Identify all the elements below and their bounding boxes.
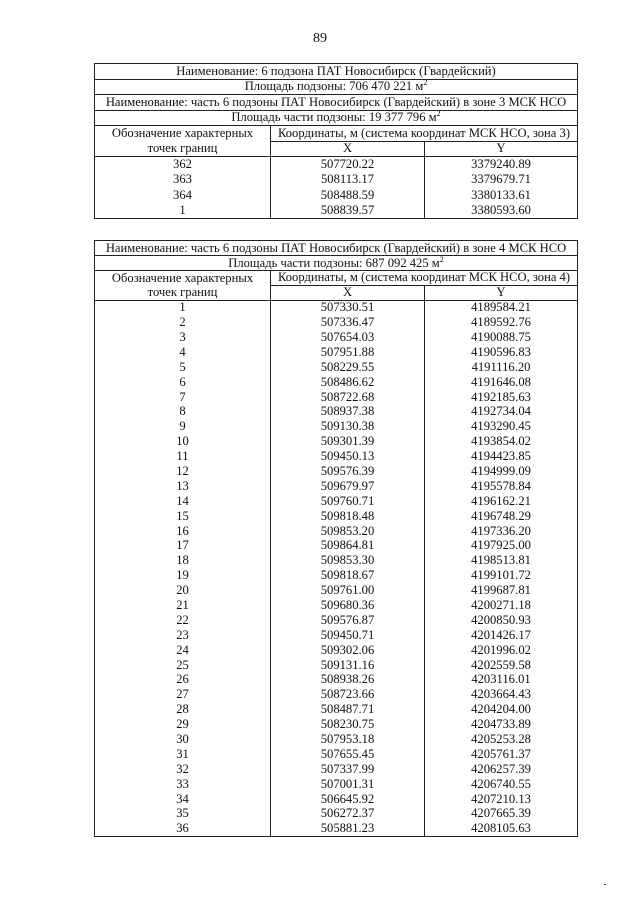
table-row bbox=[95, 762, 578, 777]
table-row bbox=[95, 479, 578, 494]
table-row bbox=[95, 157, 578, 173]
table-row bbox=[95, 657, 578, 672]
x-value: 509818.67 bbox=[271, 568, 425, 583]
table-row bbox=[95, 538, 578, 553]
x-value: 505881.23 bbox=[271, 821, 425, 836]
y-value: 4193290.45 bbox=[425, 419, 578, 434]
table-row bbox=[95, 330, 578, 345]
y-value: 4194999.09 bbox=[425, 464, 578, 479]
part-name: Наименование: часть 6 подзоны ПАТ Новосибирск (Гвардейский) в зоне 3 МСК НСО bbox=[95, 95, 578, 111]
table-row bbox=[95, 434, 578, 449]
point-id: 5 bbox=[95, 360, 271, 375]
y-value: 4193854.02 bbox=[425, 434, 578, 449]
table-row bbox=[95, 419, 578, 434]
x-value: 509301.39 bbox=[271, 434, 425, 449]
coordinates-table-zone-4 bbox=[94, 240, 578, 837]
y-value: 4203116.01 bbox=[425, 672, 578, 687]
part-area-text: Площадь части подзоны: 19 377 796 м bbox=[231, 110, 437, 125]
part-area-row bbox=[95, 255, 578, 270]
x-value: 509450.71 bbox=[271, 628, 425, 643]
point-id: 4 bbox=[95, 345, 271, 360]
y-value: 4204733.89 bbox=[425, 717, 578, 732]
points-header-line2: точек границ bbox=[95, 141, 271, 157]
x-value: 507337.99 bbox=[271, 762, 425, 777]
y-value: 4206257.39 bbox=[425, 762, 578, 777]
coords-header: Координаты, м (система координат МСК НСО, зона 3) bbox=[271, 126, 578, 142]
x-value: 509761.00 bbox=[271, 583, 425, 598]
page-number: 89 bbox=[313, 31, 327, 46]
point-id: 22 bbox=[95, 613, 271, 628]
x-value: 508723.66 bbox=[271, 687, 425, 702]
x-value: 507720.22 bbox=[271, 157, 425, 173]
table-row bbox=[95, 791, 578, 806]
y-value: 4197925.00 bbox=[425, 538, 578, 553]
y-value: 4200850.93 bbox=[425, 613, 578, 628]
subzone-area bbox=[95, 79, 578, 95]
table-row bbox=[95, 300, 578, 315]
part-name: Наименование: часть 6 подзоны ПАТ Новосибирск (Гвардейский) в зоне 4 МСК НСО bbox=[95, 241, 578, 256]
x-value: 508230.75 bbox=[271, 717, 425, 732]
y-value: 4191646.08 bbox=[425, 375, 578, 390]
table-row bbox=[95, 188, 578, 204]
x-value: 508839.57 bbox=[271, 203, 425, 219]
subzone-name: Наименование: 6 подзона ПАТ Новосибирск (Гвардейский) bbox=[95, 64, 578, 80]
table-row bbox=[95, 702, 578, 717]
y-value: 4190596.83 bbox=[425, 345, 578, 360]
x-value: 509130.38 bbox=[271, 419, 425, 434]
y-value: 4199687.81 bbox=[425, 583, 578, 598]
x-value: 508938.26 bbox=[271, 672, 425, 687]
y-value: 4191116.20 bbox=[425, 360, 578, 375]
x-value: 508229.55 bbox=[271, 360, 425, 375]
point-id: 3 bbox=[95, 330, 271, 345]
table-row bbox=[95, 523, 578, 538]
x-value: 508486.62 bbox=[271, 375, 425, 390]
x-value: 509853.20 bbox=[271, 523, 425, 538]
point-id: 21 bbox=[95, 598, 271, 613]
table-row bbox=[95, 672, 578, 687]
x-value: 509302.06 bbox=[271, 643, 425, 658]
area-unit-exponent: 2 bbox=[439, 255, 444, 264]
y-value: 4192734.04 bbox=[425, 404, 578, 419]
table-row bbox=[95, 509, 578, 524]
part-area-row bbox=[95, 110, 578, 126]
point-id: 15 bbox=[95, 509, 271, 524]
y-value: 4207665.39 bbox=[425, 806, 578, 821]
y-value: 4200271.18 bbox=[425, 598, 578, 613]
point-id: 20 bbox=[95, 583, 271, 598]
point-id: 36 bbox=[95, 821, 271, 836]
point-id: 7 bbox=[95, 389, 271, 404]
table-row bbox=[95, 360, 578, 375]
table-row bbox=[95, 203, 578, 219]
point-id: 11 bbox=[95, 449, 271, 464]
point-id: 363 bbox=[95, 172, 271, 188]
point-id: 17 bbox=[95, 538, 271, 553]
y-value: 3380593.60 bbox=[425, 203, 578, 219]
x-value: 509576.87 bbox=[271, 613, 425, 628]
coordinates-table-zone-3 bbox=[94, 63, 578, 219]
table-row bbox=[95, 598, 578, 613]
table-row bbox=[95, 404, 578, 419]
point-id: 16 bbox=[95, 523, 271, 538]
y-value: 4205253.28 bbox=[425, 732, 578, 747]
scan-speck bbox=[604, 884, 606, 885]
x-value: 507951.88 bbox=[271, 345, 425, 360]
point-id: 33 bbox=[95, 777, 271, 792]
y-value: 4195578.84 bbox=[425, 479, 578, 494]
x-value: 507953.18 bbox=[271, 732, 425, 747]
point-id: 362 bbox=[95, 157, 271, 173]
point-id: 14 bbox=[95, 494, 271, 509]
y-value: 4192185.63 bbox=[425, 389, 578, 404]
x-value: 509131.16 bbox=[271, 657, 425, 672]
point-id: 26 bbox=[95, 672, 271, 687]
table-row bbox=[95, 315, 578, 330]
table-row bbox=[95, 777, 578, 792]
coords-header: Координаты, м (система координат МСК НСО, зона 4) bbox=[271, 270, 578, 285]
x-header: X bbox=[271, 141, 425, 157]
table-row bbox=[95, 375, 578, 390]
point-id: 23 bbox=[95, 628, 271, 643]
y-header: Y bbox=[425, 141, 578, 157]
y-value: 4205761.37 bbox=[425, 747, 578, 762]
header-row bbox=[95, 126, 578, 142]
x-value: 508113.17 bbox=[271, 172, 425, 188]
table-row bbox=[95, 717, 578, 732]
x-value: 507001.31 bbox=[271, 777, 425, 792]
y-value: 4207210.13 bbox=[425, 791, 578, 806]
y-value: 4198513.81 bbox=[425, 553, 578, 568]
points-header-line2: точек границ bbox=[95, 285, 271, 300]
points-header-line1: Обозначение характерных bbox=[95, 126, 271, 142]
x-value: 509679.97 bbox=[271, 479, 425, 494]
x-header: X bbox=[271, 285, 425, 300]
area-unit-exponent: 2 bbox=[436, 110, 441, 119]
y-value: 4196162.21 bbox=[425, 494, 578, 509]
table-row bbox=[95, 449, 578, 464]
table-row bbox=[95, 687, 578, 702]
table-body bbox=[95, 241, 578, 837]
y-value: 4201996.02 bbox=[425, 643, 578, 658]
table-row bbox=[95, 821, 578, 836]
x-value: 506645.92 bbox=[271, 791, 425, 806]
y-value: 4206740.55 bbox=[425, 777, 578, 792]
point-id: 18 bbox=[95, 553, 271, 568]
header-row bbox=[95, 270, 578, 285]
part-name-row bbox=[95, 95, 578, 111]
x-value: 509853.30 bbox=[271, 553, 425, 568]
table-row bbox=[95, 628, 578, 643]
point-id: 34 bbox=[95, 791, 271, 806]
point-id: 2 bbox=[95, 315, 271, 330]
point-id: 12 bbox=[95, 464, 271, 479]
subzone-area-row bbox=[95, 79, 578, 95]
y-value: 4196748.29 bbox=[425, 509, 578, 524]
y-value: 4189584.21 bbox=[425, 300, 578, 315]
point-id: 13 bbox=[95, 479, 271, 494]
point-id: 28 bbox=[95, 702, 271, 717]
table-row bbox=[95, 172, 578, 188]
point-id: 8 bbox=[95, 404, 271, 419]
y-value: 3379240.89 bbox=[425, 157, 578, 173]
table-row bbox=[95, 806, 578, 821]
area-unit-exponent: 2 bbox=[423, 79, 428, 88]
header-row-xy bbox=[95, 141, 578, 157]
part-name-row bbox=[95, 241, 578, 256]
points-header-line1: Обозначение характерных bbox=[95, 270, 271, 285]
x-value: 508937.38 bbox=[271, 404, 425, 419]
point-id: 29 bbox=[95, 717, 271, 732]
point-id: 30 bbox=[95, 732, 271, 747]
y-value: 4190088.75 bbox=[425, 330, 578, 345]
x-value: 509680.36 bbox=[271, 598, 425, 613]
y-value: 3380133.61 bbox=[425, 188, 578, 204]
y-value: 4189592.76 bbox=[425, 315, 578, 330]
y-value: 4202559.58 bbox=[425, 657, 578, 672]
point-id: 31 bbox=[95, 747, 271, 762]
table-row bbox=[95, 389, 578, 404]
y-value: 4194423.85 bbox=[425, 449, 578, 464]
point-id: 27 bbox=[95, 687, 271, 702]
y-value: 3379679.71 bbox=[425, 172, 578, 188]
y-header: Y bbox=[425, 285, 578, 300]
point-id: 24 bbox=[95, 643, 271, 658]
point-id: 1 bbox=[95, 300, 271, 315]
x-value: 509450.13 bbox=[271, 449, 425, 464]
x-value: 508487.71 bbox=[271, 702, 425, 717]
x-value: 509760.71 bbox=[271, 494, 425, 509]
y-value: 4201426.17 bbox=[425, 628, 578, 643]
point-id: 9 bbox=[95, 419, 271, 434]
table-body bbox=[95, 64, 578, 219]
y-value: 4199101.72 bbox=[425, 568, 578, 583]
point-id: 32 bbox=[95, 762, 271, 777]
x-value: 507654.03 bbox=[271, 330, 425, 345]
x-value: 507655.45 bbox=[271, 747, 425, 762]
subzone-area-text: Площадь подзоны: 706 470 221 м bbox=[244, 79, 424, 94]
table-row bbox=[95, 494, 578, 509]
x-value: 509576.39 bbox=[271, 464, 425, 479]
point-id: 25 bbox=[95, 657, 271, 672]
x-value: 509864.81 bbox=[271, 538, 425, 553]
header-row-xy bbox=[95, 285, 578, 300]
table-row bbox=[95, 732, 578, 747]
table-row bbox=[95, 345, 578, 360]
y-value: 4204204.00 bbox=[425, 702, 578, 717]
x-value: 507330.51 bbox=[271, 300, 425, 315]
table-row bbox=[95, 553, 578, 568]
x-value: 508722.68 bbox=[271, 389, 425, 404]
point-id: 1 bbox=[95, 203, 271, 219]
x-value: 506272.37 bbox=[271, 806, 425, 821]
table-row bbox=[95, 568, 578, 583]
part-area-text: Площадь части подзоны: 687 092 425 м bbox=[228, 255, 440, 270]
part-area bbox=[95, 255, 578, 270]
table-title-row bbox=[95, 64, 578, 80]
part-area bbox=[95, 110, 578, 126]
table-row bbox=[95, 583, 578, 598]
point-id: 364 bbox=[95, 188, 271, 204]
table-row bbox=[95, 643, 578, 658]
table-row bbox=[95, 613, 578, 628]
table-row bbox=[95, 464, 578, 479]
x-value: 508488.59 bbox=[271, 188, 425, 204]
table-row bbox=[95, 747, 578, 762]
point-id: 10 bbox=[95, 434, 271, 449]
y-value: 4197336.20 bbox=[425, 523, 578, 538]
x-value: 509818.48 bbox=[271, 509, 425, 524]
x-value: 507336.47 bbox=[271, 315, 425, 330]
y-value: 4203664.43 bbox=[425, 687, 578, 702]
y-value: 4208105.63 bbox=[425, 821, 578, 836]
point-id: 6 bbox=[95, 375, 271, 390]
point-id: 19 bbox=[95, 568, 271, 583]
point-id: 35 bbox=[95, 806, 271, 821]
